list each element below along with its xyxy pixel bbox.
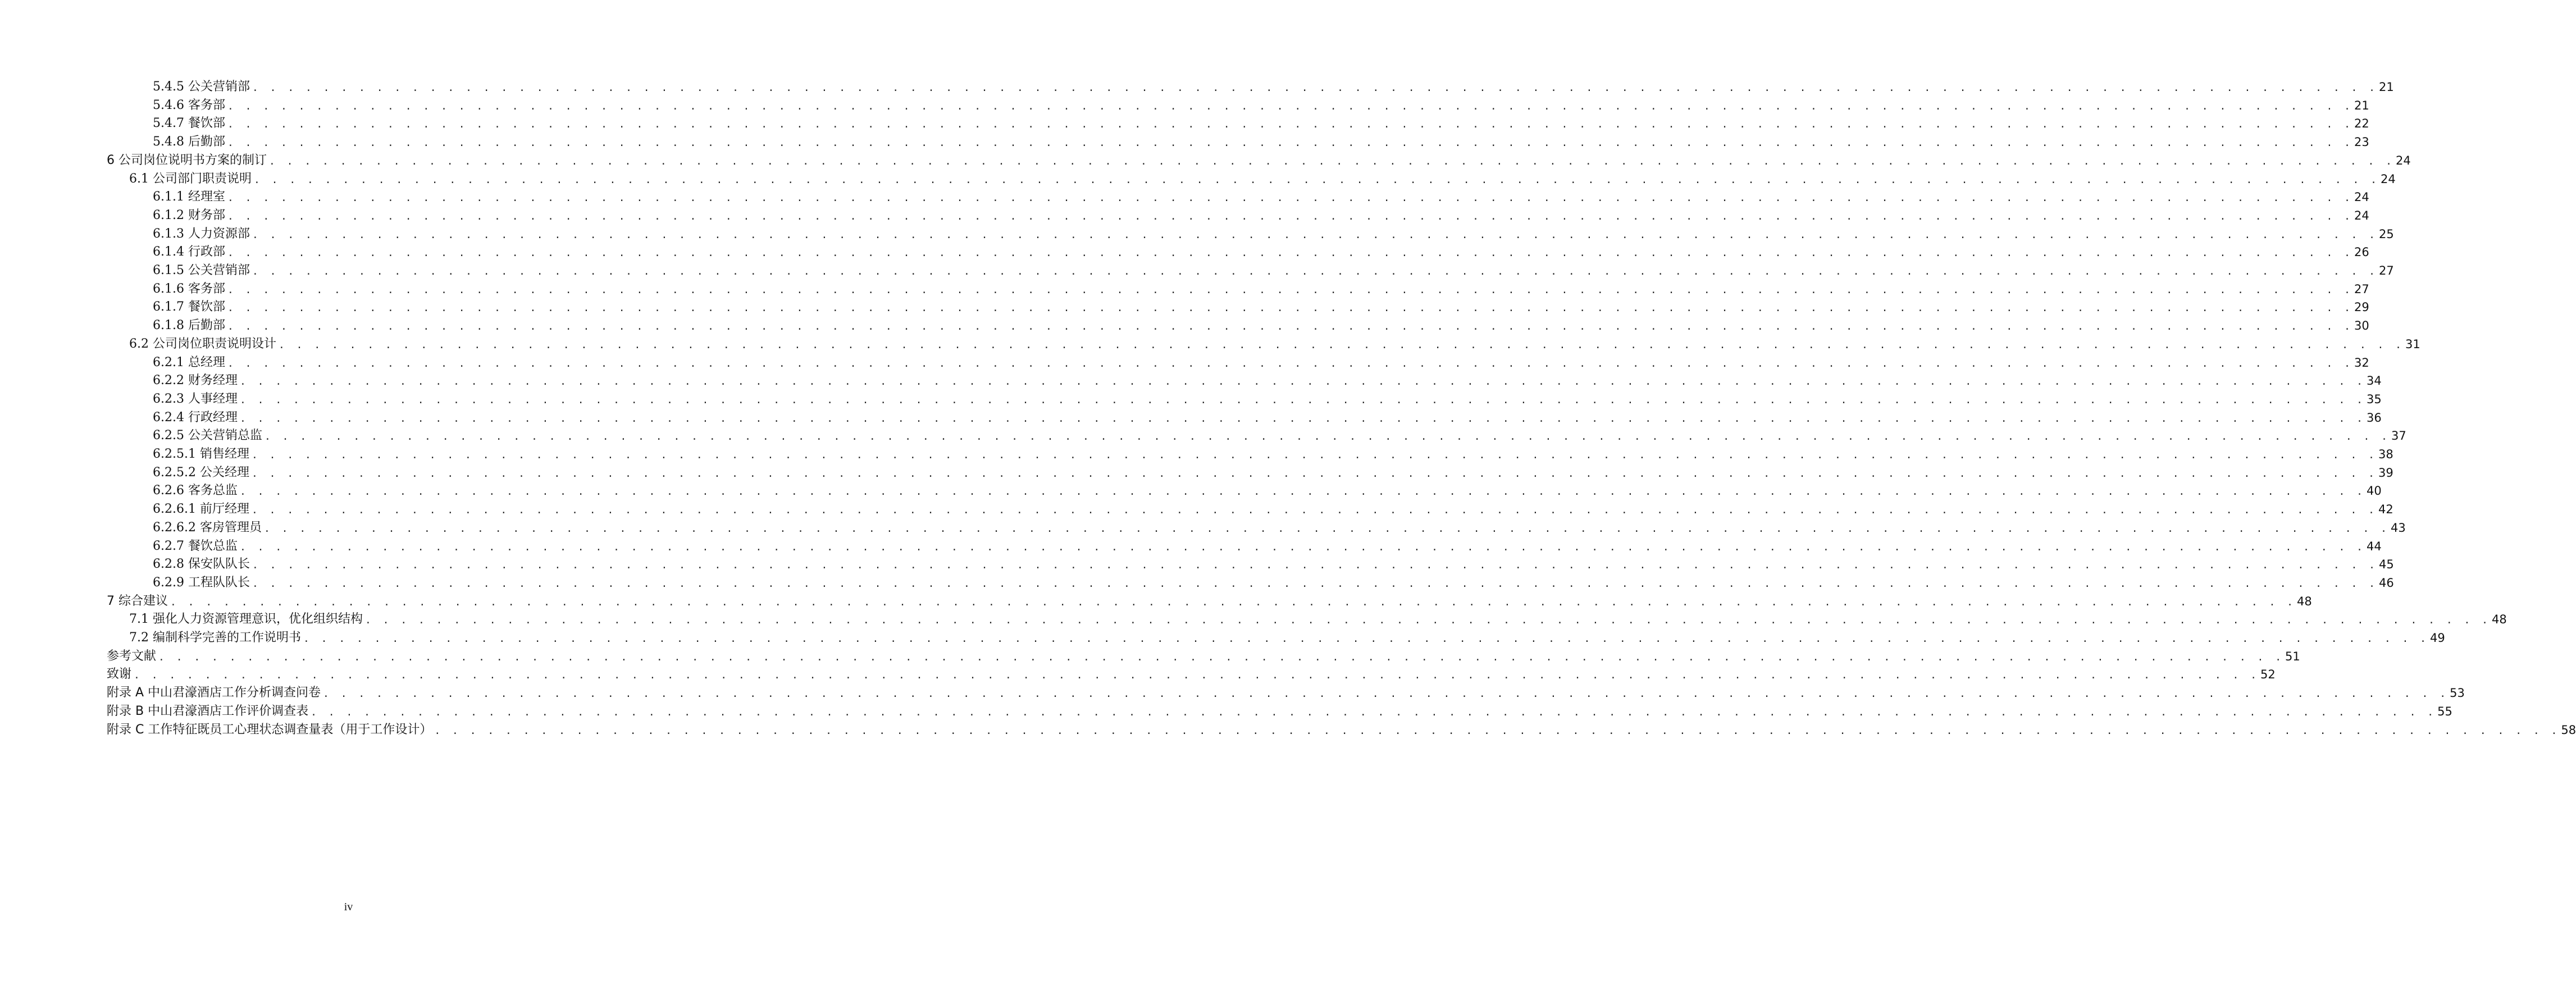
toc-entry[interactable]: [153, 407, 2382, 425]
toc-entry-title: 6.1.3 人力资源部: [153, 227, 250, 241]
toc-dot-leader: . . . . . . . . . . . . . . . . . . . . . . . . . . . . . . . . . . . . . . . . . . . . . . . . . . . . . . . . . . . . . . . . . . . . . . . . . . . . . . . . . . . . . . . . . . . . . . . . . . . . . . . . . . . . . . . . . . . . . . . .: [269, 156, 2395, 167]
toc-entry[interactable]: [107, 646, 2300, 664]
toc-dot-leader: . . . . . . . . . . . . . . . . . . . . . . . . . . . . . . . . . . . . . . . . . . . . . . . . . . . . . . . . . . . . . . . . . . . . . . . . . . . . . . . . . . . . . . . . . . . . . . . . . . . . . . . . . . . . . . . . . . . . . . . .: [158, 651, 2285, 663]
toc-entry-page: 53: [2450, 686, 2465, 700]
toc-entry-page: 21: [2354, 99, 2369, 112]
toc-entry[interactable]: [153, 224, 2394, 241]
toc-entry[interactable]: [153, 480, 2382, 498]
toc-entry[interactable]: [153, 444, 2393, 462]
toc-entry-title: 6.2.2 财务经理: [153, 373, 238, 387]
toc-entry[interactable]: [107, 591, 2312, 609]
toc-entry-page: 27: [2379, 264, 2394, 277]
toc-entry-title: 6.1.5 公关营销部: [153, 263, 250, 277]
toc-entry[interactable]: [153, 462, 2393, 480]
toc-entry-title: 5.4.5 公关营销部: [153, 80, 250, 94]
toc-entry-title: 7.2 编制科学完善的工作说明书: [129, 631, 301, 645]
toc-entry-page: 40: [2367, 484, 2382, 498]
toc-dot-leader: . . . . . . . . . . . . . . . . . . . . . . . . . . . . . . . . . . . . . . . . . . . . . . . . . . . . . . . . . . . . . . . . . . . . . . . . . . . . . . . . . . . . . . . . . . . . . . . . . . . . . . . . . . . . . . . . . . . . . . . .: [252, 559, 2378, 571]
toc-entry-page: 24: [2354, 209, 2369, 222]
toc-entry-page: 39: [2378, 466, 2393, 480]
toc-entry-page: 30: [2354, 319, 2369, 332]
toc-dot-leader: . . . . . . . . . . . . . . . . . . . . . . . . . . . . . . . . . . . . . . . . . . . . . . . . . . . . . . . . . . . . . . . . . . . . . . . . . . . . . . . . . . . . . . . . . . . . . . . . . . . . . . . . . . . . . . . . . . . . . . . .: [227, 192, 2354, 204]
toc-entry[interactable]: [129, 609, 2507, 627]
toc-entry-title: 6.2.5 公关营销总监: [153, 428, 262, 443]
toc-entry-title: 6.2.6 客务总监: [153, 484, 238, 498]
toc-dot-leader: . . . . . . . . . . . . . . . . . . . . . . . . . . . . . . . . . . . . . . . . . . . . . . . . . . . . . . . . . . . . . . . . . . . . . . . . . . . . . . . . . . . . . . . . . . . . . . . . . . . . . . . . . . . . . . . . . . . . . . . .: [227, 284, 2354, 296]
toc-entry-page: 49: [2430, 631, 2445, 645]
toc-dot-leader: . . . . . . . . . . . . . . . . . . . . . . . . . . . . . . . . . . . . . . . . . . . . . . . . . . . . . . . . . . . . . . . . . . . . . . . . . . . . . . . . . . . . . . . . . . . . . . . . . . . . . . . . . . . . . . . . . . . . . . . .: [251, 449, 2377, 461]
toc-dot-leader: . . . . . . . . . . . . . . . . . . . . . . . . . . . . . . . . . . . . . . . . . . . . . . . . . . . . . . . . . . . . . . . . . . . . . . . . . . . . . . . . . . . . . . . . . . . . . . . . . . . . . . . . . . . . . . . . . . . . . . . .: [227, 358, 2354, 370]
toc-entry-title: 参考文献: [107, 649, 157, 663]
toc-entry-page: 23: [2354, 135, 2369, 149]
toc-entry[interactable]: [107, 682, 2465, 700]
toc-entry-title: 6.2.4 行政经理: [153, 411, 238, 425]
toc-dot-leader: . . . . . . . . . . . . . . . . . . . . . . . . . . . . . . . . . . . . . . . . . . . . . . . . . . . . . . . . . . . . . . . . . . . . . . . . . . . . . . . . . . . . . . . . . . . . . . . . . . . . . . . . . . . . . . . . . . . . . . . .: [251, 504, 2377, 516]
toc-entry-title: 6.1.2 财务部: [153, 208, 225, 222]
toc-entry[interactable]: [153, 297, 2369, 314]
toc-dot-leader: . . . . . . . . . . . . . . . . . . . . . . . . . . . . . . . . . . . . . . . . . . . . . . . . . . . . . . . . . . . . . . . . . . . . . . . . . . . . . . . . . . . . . . . . . . . . . . . . . . . . . . . . . . . . . . . . . . . . . . . .: [252, 229, 2378, 241]
toc-entry[interactable]: [129, 168, 2396, 186]
toc-entry-page: 51: [2285, 650, 2300, 663]
toc-entry-title: 致谢: [107, 667, 132, 681]
toc-entry-title: 7.1 强化人力资源管理意识，优化组织结构: [129, 612, 363, 626]
toc-entry-title: 附录 B 中山君濠酒店工作评价调查表: [107, 704, 309, 718]
toc-entry-page: 48: [2297, 595, 2312, 608]
toc-entry[interactable]: [107, 719, 2576, 737]
toc-entry-page: 24: [2354, 190, 2369, 204]
toc-entry[interactable]: [129, 627, 2445, 645]
toc-entry-page: 24: [2381, 172, 2396, 186]
toc-dot-leader: . . . . . . . . . . . . . . . . . . . . . . . . . . . . . . . . . . . . . . . . . . . . . . . . . . . . . . . . . . . . . . . . . . . . . . . . . . . . . . . . . . . . . . . . . . . . . . . . . . . . . . . . . . . . . . . . . . . . . . . .: [364, 614, 2491, 626]
toc-entry[interactable]: [153, 279, 2369, 297]
toc-entry[interactable]: [153, 554, 2394, 572]
toc-entry-title: 7 综合建议: [107, 594, 168, 608]
toc-entry-title: 6.1.8 后勤部: [153, 318, 225, 332]
toc-dot-leader: . . . . . . . . . . . . . . . . . . . . . . . . . . . . . . . . . . . . . . . . . . . . . . . . . . . . . . . . . . . . . . . . . . . . . . . . . . . . . . . . . . . . . . . . . . . . . . . . . . . . . . . . . . . . . . . . . . . . . . . .: [227, 118, 2354, 130]
toc-entry-title: 5.4.6 客务部: [153, 98, 225, 112]
toc-entry-page: 42: [2378, 503, 2393, 516]
toc-entry[interactable]: [153, 499, 2393, 517]
toc-entry[interactable]: [107, 664, 2276, 682]
toc-dot-leader: . . . . . . . . . . . . . . . . . . . . . . . . . . . . . . . . . . . . . . . . . . . . . . . . . . . . . . . . . . . . . . . . . . . . . . . . . . . . . . . . . . . . . . . . . . . . . . . . . . . . . . . . . . . . . . . . . . . . . . . .: [278, 339, 2405, 351]
toc-entry[interactable]: [153, 389, 2382, 407]
toc-entry[interactable]: [153, 370, 2382, 388]
toc-entry-page: 48: [2492, 613, 2507, 626]
toc-entry-title: 6.2 公司岗位职责说明设计: [129, 337, 276, 351]
toc-entry-title: 6.1.4 行政部: [153, 245, 225, 259]
toc-entry-title: 6.2.5.1 销售经理: [153, 447, 249, 461]
toc-dot-leader: . . . . . . . . . . . . . . . . . . . . . . . . . . . . . . . . . . . . . . . . . . . . . . . . . . . . . . . . . . . . . . . . . . . . . . . . . . . . . . . . . . . . . . . . . . . . . . . . . . . . . . . . . . . . . . . . . . . . . . . .: [134, 669, 2260, 681]
toc-dot-leader: . . . . . . . . . . . . . . . . . . . . . . . . . . . . . . . . . . . . . . . . . . . . . . . . . . . . . . . . . . . . . . . . . . . . . . . . . . . . . . . . . . . . . . . . . . . . . . . . . . . . . . . . . . . . . . . . . . . . . . . .: [227, 302, 2354, 314]
toc-entry[interactable]: [153, 260, 2394, 278]
toc-entry[interactable]: [129, 334, 2420, 352]
toc-entry-page: 45: [2379, 558, 2394, 571]
toc-entry-title: 6.2.6.2 客房管理员: [153, 521, 262, 535]
toc-entry-title: 6.1.7 餐饮部: [153, 300, 225, 314]
toc-entry-page: 25: [2379, 227, 2394, 241]
toc-entry-page: 27: [2354, 282, 2369, 296]
toc-entry[interactable]: [107, 701, 2452, 719]
toc-entry-page: 58: [2561, 723, 2576, 737]
toc-dot-leader: . . . . . . . . . . . . . . . . . . . . . . . . . . . . . . . . . . . . . . . . . . . . . . . . . . . . . . . . . . . . . . . . . . . . . . . . . . . . . . . . . . . . . . . . . . . . . . . . . . . . . . . . . . . . . . . . . . . . . . . .: [311, 706, 2437, 718]
toc-entry-title: 附录 A 中山君濠酒店工作分析调查问卷: [107, 686, 321, 700]
toc-entry[interactable]: [153, 113, 2369, 131]
toc-dot-leader: . . . . . . . . . . . . . . . . . . . . . . . . . . . . . . . . . . . . . . . . . . . . . . . . . . . . . . . . . . . . . . . . . . . . . . . . . . . . . . . . . . . . . . . . . . . . . . . . . . . . . . . . . . . . . . . . . . . . . . . .: [323, 688, 2449, 700]
toc-entry[interactable]: [107, 150, 2411, 168]
toc-entry-page: 36: [2367, 411, 2382, 425]
toc-dot-leader: . . . . . . . . . . . . . . . . . . . . . . . . . . . . . . . . . . . . . . . . . . . . . . . . . . . . . . . . . . . . . . . . . . . . . . . . . . . . . . . . . . . . . . . . . . . . . . . . . . . . . . . . . . . . . . . . . . . . . . . .: [227, 321, 2354, 332]
toc-dot-leader: . . . . . . . . . . . . . . . . . . . . . . . . . . . . . . . . . . . . . . . . . . . . . . . . . . . . . . . . . . . . . . . . . . . . . . . . . . . . . . . . . . . . . . . . . . . . . . . . . . . . . . . . . . . . . . . . . . . . . . . .: [251, 468, 2377, 480]
toc-dot-leader: . . . . . . . . . . . . . . . . . . . . . . . . . . . . . . . . . . . . . . . . . . . . . . . . . . . . . . . . . . . . . . . . . . . . . . . . . . . . . . . . . . . . . . . . . . . . . . . . . . . . . . . . . . . . . . . . . . . . . . . .: [239, 394, 2366, 406]
toc-entry-title: 6.2.1 总经理: [153, 355, 225, 370]
toc-entry-title: 6.2.6.1 前厅经理: [153, 502, 249, 516]
toc-entry[interactable]: [153, 352, 2369, 370]
toc-entry-title: 6.2.9 工程队队长: [153, 576, 250, 590]
toc-entry-title: 6.1 公司部门职责说明: [129, 172, 252, 186]
toc-entry-page: 52: [2260, 668, 2276, 681]
toc-entry-title: 6.1.6 客务部: [153, 282, 225, 296]
toc-entry-page: 21: [2379, 80, 2394, 94]
toc-entry-title: 6.2.8 保安队队长: [153, 557, 250, 571]
toc-dot-leader: . . . . . . . . . . . . . . . . . . . . . . . . . . . . . . . . . . . . . . . . . . . . . . . . . . . . . . . . . . . . . . . . . . . . . . . . . . . . . . . . . . . . . . . . . . . . . . . . . . . . . . . . . . . . . . . . . . . . . . . .: [227, 211, 2354, 222]
toc-dot-leader: . . . . . . . . . . . . . . . . . . . . . . . . . . . . . . . . . . . . . . . . . . . . . . . . . . . . . . . . . . . . . . . . . . . . . . . . . . . . . . . . . . . . . . . . . . . . . . . . . . . . . . . . . . . . . . . . . . . . . . . .: [434, 725, 2560, 737]
toc-entry-page: 34: [2367, 374, 2382, 387]
toc-entry[interactable]: [153, 131, 2369, 149]
toc-dot-leader: . . . . . . . . . . . . . . . . . . . . . . . . . . . . . . . . . . . . . . . . . . . . . . . . . . . . . . . . . . . . . . . . . . . . . . . . . . . . . . . . . . . . . . . . . . . . . . . . . . . . . . . . . . . . . . . . . . . . . . . .: [263, 523, 2390, 535]
toc-dot-leader: . . . . . . . . . . . . . . . . . . . . . . . . . . . . . . . . . . . . . . . . . . . . . . . . . . . . . . . . . . . . . . . . . . . . . . . . . . . . . . . . . . . . . . . . . . . . . . . . . . . . . . . . . . . . . . . . . . . . . . . .: [303, 633, 2429, 645]
toc-entry-page: 35: [2367, 393, 2382, 406]
toc-entry-page: 38: [2378, 448, 2393, 461]
toc-entry-title: 5.4.8 后勤部: [153, 135, 225, 149]
toc-entry[interactable]: [153, 205, 2369, 223]
toc-entry[interactable]: [153, 95, 2369, 113]
toc-entry-page: 26: [2354, 245, 2369, 259]
toc-entry-title: 6.2.3 人事经理: [153, 392, 238, 406]
toc-dot-leader: . . . . . . . . . . . . . . . . . . . . . . . . . . . . . . . . . . . . . . . . . . . . . . . . . . . . . . . . . . . . . . . . . . . . . . . . . . . . . . . . . . . . . . . . . . . . . . . . . . . . . . . . . . . . . . . . . . . . . . . .: [227, 101, 2354, 112]
toc-entry-page: 22: [2354, 117, 2369, 130]
toc-entry[interactable]: [153, 517, 2406, 535]
toc-entry[interactable]: [153, 536, 2382, 554]
toc-dot-leader: . . . . . . . . . . . . . . . . . . . . . . . . . . . . . . . . . . . . . . . . . . . . . . . . . . . . . . . . . . . . . . . . . . . . . . . . . . . . . . . . . . . . . . . . . . . . . . . . . . . . . . . . . . . . . . . . . . . . . . . .: [227, 137, 2354, 149]
toc-dot-leader: . . . . . . . . . . . . . . . . . . . . . . . . . . . . . . . . . . . . . . . . . . . . . . . . . . . . . . . . . . . . . . . . . . . . . . . . . . . . . . . . . . . . . . . . . . . . . . . . . . . . . . . . . . . . . . . . . . . . . . . .: [239, 541, 2366, 553]
toc-dot-leader: . . . . . . . . . . . . . . . . . . . . . . . . . . . . . . . . . . . . . . . . . . . . . . . . . . . . . . . . . . . . . . . . . . . . . . . . . . . . . . . . . . . . . . . . . . . . . . . . . . . . . . . . . . . . . . . . . . . . . . . .: [227, 247, 2354, 259]
toc-entry[interactable]: [153, 76, 2394, 94]
toc-entry-title: 附录 C 工作特征既员工心理状态调查量表（用于工作设计）: [107, 723, 432, 737]
toc-entry-title: 6.2.5.2 公关经理: [153, 466, 249, 480]
toc-dot-leader: . . . . . . . . . . . . . . . . . . . . . . . . . . . . . . . . . . . . . . . . . . . . . . . . . . . . . . . . . . . . . . . . . . . . . . . . . . . . . . . . . . . . . . . . . . . . . . . . . . . . . . . . . . . . . . . . . . . . . . . .: [239, 413, 2366, 425]
page-number: iv: [344, 901, 353, 913]
toc-entry[interactable]: [153, 572, 2394, 590]
toc-entry-title: 5.4.7 餐饮部: [153, 116, 225, 130]
toc-entry-page: 46: [2379, 576, 2394, 590]
toc-entry-page: 43: [2391, 521, 2406, 535]
toc-dot-leader: . . . . . . . . . . . . . . . . . . . . . . . . . . . . . . . . . . . . . . . . . . . . . . . . . . . . . . . . . . . . . . . . . . . . . . . . . . . . . . . . . . . . . . . . . . . . . . . . . . . . . . . . . . . . . . . . . . . . . . . .: [264, 431, 2391, 443]
toc-dot-leader: . . . . . . . . . . . . . . . . . . . . . . . . . . . . . . . . . . . . . . . . . . . . . . . . . . . . . . . . . . . . . . . . . . . . . . . . . . . . . . . . . . . . . . . . . . . . . . . . . . . . . . . . . . . . . . . . . . . . . . . .: [252, 82, 2378, 94]
toc-entry-page: 24: [2396, 154, 2411, 167]
toc-dot-leader: . . . . . . . . . . . . . . . . . . . . . . . . . . . . . . . . . . . . . . . . . . . . . . . . . . . . . . . . . . . . . . . . . . . . . . . . . . . . . . . . . . . . . . . . . . . . . . . . . . . . . . . . . . . . . . . . . . . . . . . .: [253, 174, 2380, 186]
toc-entry-page: 37: [2391, 429, 2406, 443]
toc-entry-page: 44: [2367, 540, 2382, 553]
toc-entry-page: 32: [2354, 356, 2369, 370]
toc-entry-page: 29: [2354, 300, 2369, 314]
toc-entry-title: 6.2.7 餐饮总监: [153, 539, 238, 553]
toc-entry[interactable]: [153, 425, 2406, 443]
toc-entry-title: 6 公司岗位说明书方案的制订: [107, 153, 267, 167]
toc-dot-leader: . . . . . . . . . . . . . . . . . . . . . . . . . . . . . . . . . . . . . . . . . . . . . . . . . . . . . . . . . . . . . . . . . . . . . . . . . . . . . . . . . . . . . . . . . . . . . . . . . . . . . . . . . . . . . . . . . . . . . . . .: [252, 578, 2378, 590]
toc-entry-title: 6.1.1 经理室: [153, 190, 225, 204]
toc-dot-leader: . . . . . . . . . . . . . . . . . . . . . . . . . . . . . . . . . . . . . . . . . . . . . . . . . . . . . . . . . . . . . . . . . . . . . . . . . . . . . . . . . . . . . . . . . . . . . . . . . . . . . . . . . . . . . . . . . . . . . . . .: [239, 376, 2366, 387]
toc-entry[interactable]: [153, 241, 2369, 259]
toc-entry-page: 31: [2405, 338, 2420, 351]
toc-dot-leader: . . . . . . . . . . . . . . . . . . . . . . . . . . . . . . . . . . . . . . . . . . . . . . . . . . . . . . . . . . . . . . . . . . . . . . . . . . . . . . . . . . . . . . . . . . . . . . . . . . . . . . . . . . . . . . . . . . . . . . . .: [252, 266, 2378, 277]
toc-entry[interactable]: [153, 315, 2369, 333]
toc-dot-leader: . . . . . . . . . . . . . . . . . . . . . . . . . . . . . . . . . . . . . . . . . . . . . . . . . . . . . . . . . . . . . . . . . . . . . . . . . . . . . . . . . . . . . . . . . . . . . . . . . . . . . . . . . . . . . . . . . . . . . . . .: [239, 486, 2366, 498]
toc-dot-leader: . . . . . . . . . . . . . . . . . . . . . . . . . . . . . . . . . . . . . . . . . . . . . . . . . . . . . . . . . . . . . . . . . . . . . . . . . . . . . . . . . . . . . . . . . . . . . . . . . . . . . . . . . . . . . . . . . . . . . . . .: [170, 596, 2296, 608]
toc-entry[interactable]: [153, 186, 2369, 204]
toc-entry-page: 55: [2437, 705, 2452, 718]
